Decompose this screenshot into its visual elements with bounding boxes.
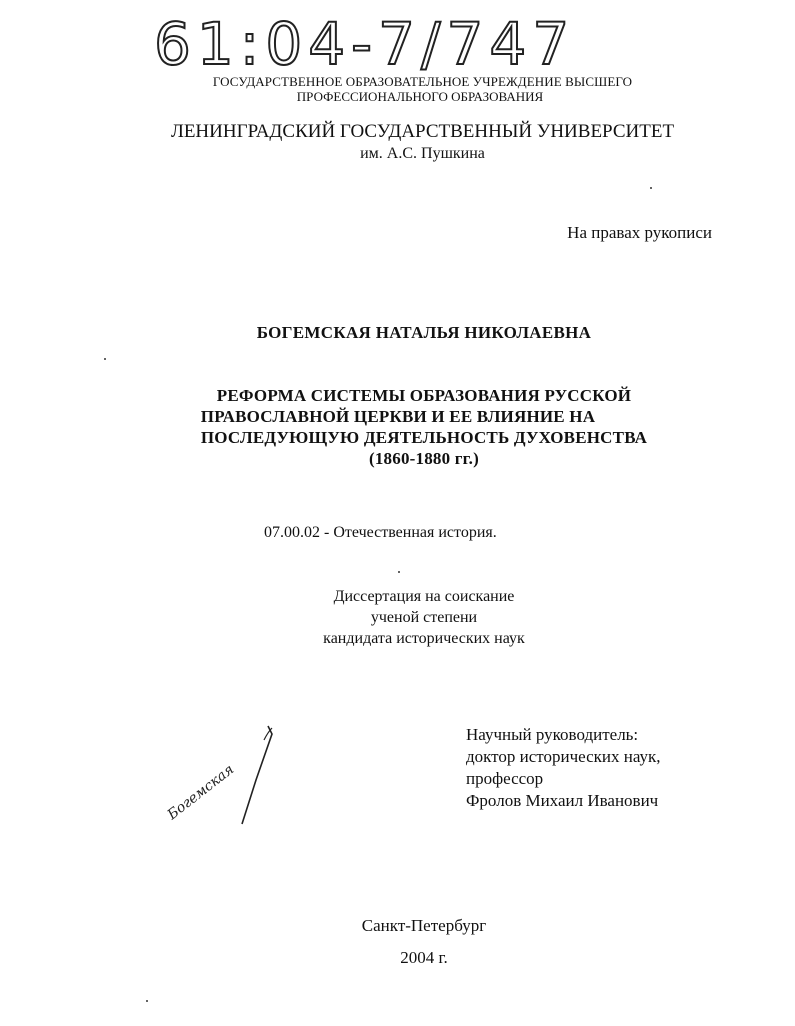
dissertation-title	[0, 385, 795, 469]
supervisor-line: профессор	[466, 769, 544, 788]
title-line: ПОСЛЕДУЮЩУЮ ДЕЯТЕЛЬНОСТЬ ДУХОВЕНСТВА	[200, 428, 648, 447]
university-name: ЛЕНИНГРАДСКИЙ ГОСУДАРСТВЕННЫЙ УНИВЕРСИТЕТ	[170, 121, 675, 142]
city: Санкт-Петербург	[361, 916, 487, 935]
title-line: (1860-1880 гг.)	[368, 449, 479, 468]
institution-line-1: ГОСУДАРСТВЕННОЕ ОБРАЗОВАТЕЛЬНОЕ УЧРЕЖДЕНИЕ ВЫСШЕГО	[212, 74, 633, 89]
institution-line-2: ПРОФЕССИОНАЛЬНОГО ОБРАЗОВАНИЯ	[296, 89, 544, 104]
degree-line: кандидата исторических наук	[323, 630, 525, 647]
scan-speck	[146, 1000, 148, 1002]
scan-speck	[650, 187, 652, 189]
rights-note: На правах рукописи	[567, 223, 712, 242]
supervisor-line: доктор исторических наук,	[466, 747, 661, 766]
svg-text:61:04-7/747: 61:04-7/747	[154, 10, 576, 76]
university-named-after: им. А.С. Пушкина	[360, 145, 485, 162]
supervisor-block	[466, 724, 661, 812]
author-name: БОГЕМСКАЯ НАТАЛЬЯ НИКОЛАЕВНА	[256, 323, 592, 342]
supervisor-line: Фролов Михаил Иванович	[466, 791, 659, 810]
degree-statement	[0, 586, 795, 649]
specialty-code: 07.00.02 - Отечественная история.	[264, 524, 497, 541]
title-line: РЕФОРМА СИСТЕМЫ ОБРАЗОВАНИЯ РУССКОЙ	[216, 386, 632, 405]
title-line: ПРАВОСЛАВНОЙ ЦЕРКВИ И ЕЕ ВЛИЯНИЕ НА	[200, 407, 596, 426]
svg-text:Богемская: Богемская	[164, 761, 238, 824]
year: 2004 г.	[400, 948, 448, 967]
scan-speck	[104, 358, 106, 360]
handwritten-signature	[160, 720, 300, 830]
handwritten-archive-number	[150, 6, 630, 76]
supervisor-line: Научный руководитель:	[466, 725, 639, 744]
degree-line: Диссертация на соискание	[333, 588, 515, 605]
degree-line: ученой степени	[370, 609, 478, 626]
scan-speck	[398, 571, 400, 573]
